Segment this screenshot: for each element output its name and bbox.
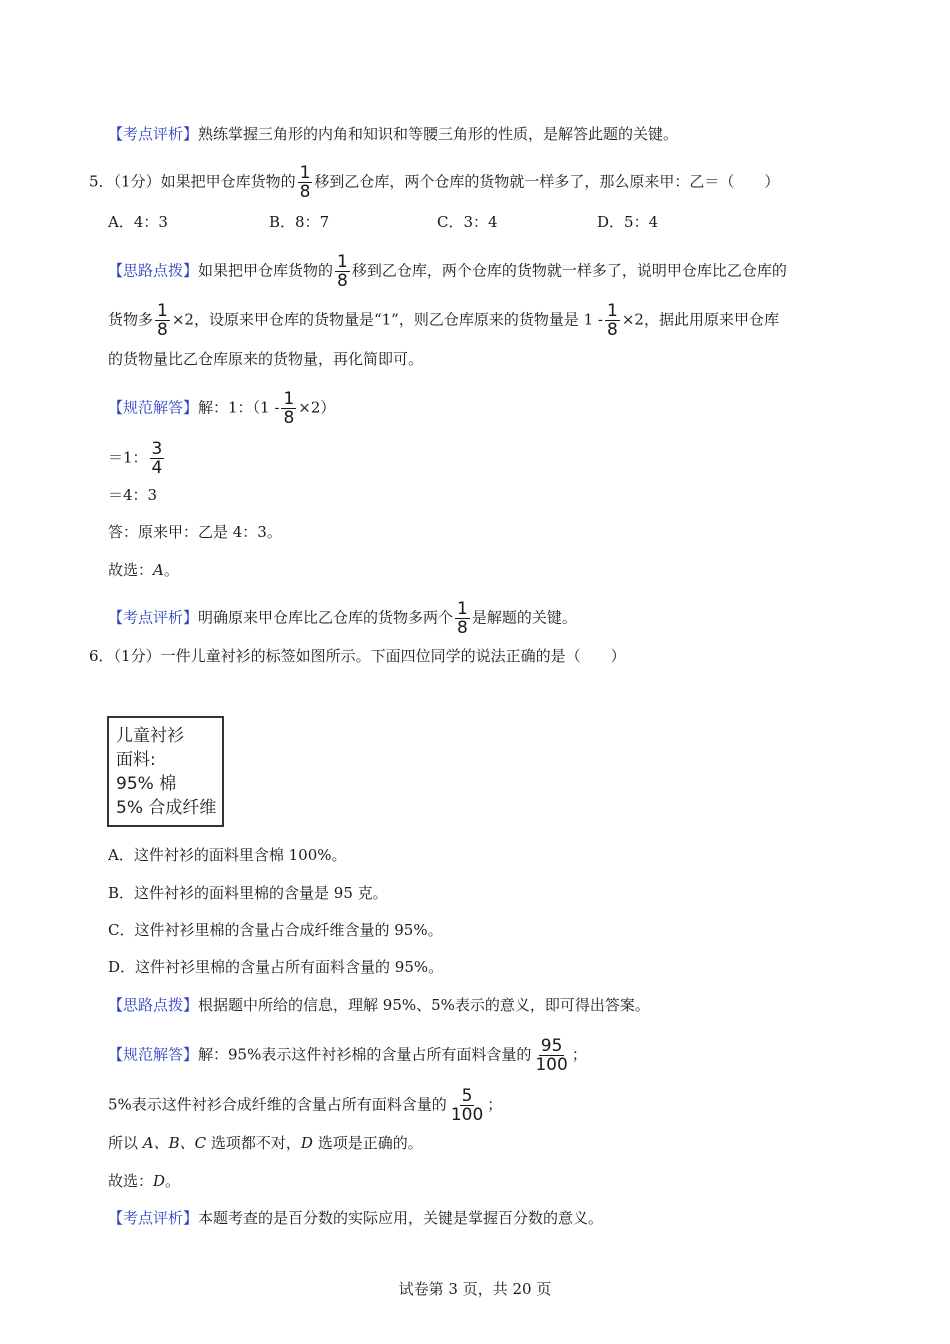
label-line-synthetic: 5% 合成纤维 [116, 798, 217, 818]
q5-option-c: C．3：4 [437, 213, 498, 231]
q6-stem: 6．（1分）一件儿童衬衫的标签如图所示。下面四位同学的说法正确的是（ ） [89, 647, 626, 665]
q5-stem-b: 移到乙仓库，两个仓库的货物就一样多了，那么原来甲：乙＝（ ） [314, 172, 780, 191]
q6-sol2-b: ； [487, 1095, 503, 1114]
q6-sol3-letters: A、B、C [142, 1134, 207, 1152]
q6-sol3-a: 所以 [108, 1134, 143, 1152]
frac-num: 1 [157, 301, 168, 321]
fraction-1-8 [605, 302, 620, 339]
q5-option-b: B．8：7 [269, 213, 330, 231]
review-text: 熟练掌握三角形的内角和知识和等腰三角形的性质，是解答此题的关键。 [198, 125, 679, 143]
frac-num: 1 [457, 599, 468, 619]
fraction-1-8 [298, 164, 313, 201]
fraction-1-8 [335, 253, 350, 290]
q6-solution-line2 [108, 1087, 502, 1124]
tag-kaodian: 【考点评析】 [108, 1209, 199, 1227]
q5-hint-line1 [108, 253, 787, 290]
frac-num: 5 [461, 1086, 473, 1106]
q6-sol1-a: 解：95%表示这件衬衫棉的含量占所有面料含量的 [198, 1045, 532, 1064]
tag-kaodian: 【考点评析】 [108, 125, 199, 143]
q5-hint2-c: ×2，据此用原来甲仓库 [621, 310, 779, 329]
q5-hint1-a: 如果把甲仓库货物的 [198, 261, 334, 280]
q5-hint2-a: 货物多 [108, 310, 154, 329]
q5-review-b: 是解题的关键。 [471, 608, 577, 627]
frac-den: 8 [457, 618, 468, 638]
q5-hint1-b: 移到乙仓库，两个仓库的货物就一样多了，说明甲仓库比乙仓库的 [351, 261, 787, 280]
q6-option-b: B．这件衬衫的面料里棉的含量是 95 克。 [108, 884, 388, 902]
q6-choice [108, 1171, 180, 1191]
q6-option-c: C．这件衬衫里棉的含量占合成纤维含量的 95%。 [108, 921, 443, 939]
q5-review [108, 600, 577, 637]
q5-hint2-b: ×2，设原来甲仓库的货物量是“1”，则乙仓库原来的货物量是 1 - [171, 310, 603, 329]
tag-guifan: 【规范解答】 [108, 1045, 199, 1064]
frac-den: 8 [283, 408, 295, 428]
frac-num: 1 [283, 389, 295, 409]
q5-hint-line2 [108, 302, 779, 339]
q6-sol3-d: D [300, 1134, 313, 1152]
q5-review-a: 明确原来甲仓库比乙仓库的货物多两个 [198, 608, 454, 627]
q6-review-text: 本题考查的是百分数的实际应用，关键是掌握百分数的意义。 [198, 1209, 604, 1227]
tag-silu: 【思路点拨】 [108, 996, 199, 1014]
review-line-prev [108, 124, 678, 144]
q6-solution-line1 [108, 1037, 587, 1074]
tag-kaodian: 【考点评析】 [108, 608, 199, 627]
q6-option-a: A．这件衬衫的面料里含棉 100%。 [108, 846, 347, 864]
q5-choice [108, 560, 179, 580]
label-line-fabric: 面料: [116, 750, 156, 770]
q6-sol3-b: 选项都不对， [206, 1134, 301, 1152]
q6-hint-text: 根据题中所给的信息，理解 95%、5%表示的意义，即可得出答案。 [198, 996, 650, 1014]
frac-num: 1 [337, 252, 348, 272]
page-footer: 试卷第 3 页，共 20 页 [398, 1280, 552, 1298]
frac-den: 8 [157, 320, 168, 340]
q5-answer: 答：原来甲：乙是 4：3。 [108, 523, 282, 541]
label-line-title: 儿童衬衫 [116, 726, 184, 746]
q5-solution-line2 [108, 440, 166, 477]
q6-hint [108, 995, 650, 1015]
q6-solution-line3 [108, 1133, 423, 1153]
q5-stem [89, 164, 779, 201]
fraction-5-100 [449, 1087, 485, 1124]
frac-den: 8 [299, 182, 311, 202]
q6-review [108, 1208, 603, 1228]
q5-hint-line3: 的货物量比乙仓库原来的货物量，再化简即可。 [108, 350, 424, 368]
frac-den: 100 [450, 1105, 484, 1125]
q5-sol1-b: ×2） [298, 398, 336, 417]
frac-num: 3 [151, 439, 163, 459]
frac-den: 8 [607, 320, 618, 340]
choice-prefix: 故选： [108, 1172, 154, 1190]
choice-suffix: 。 [165, 1172, 181, 1190]
q5-sol1-a: 解：1：（1 - [198, 398, 280, 417]
frac-den: 8 [337, 271, 348, 291]
shirt-label-image [107, 716, 224, 827]
tag-guifan: 【规范解答】 [108, 398, 199, 417]
frac-num: 95 [540, 1036, 563, 1056]
q5-option-a: A．4：3 [108, 213, 168, 231]
frac-num: 1 [607, 301, 618, 321]
q5-solution-line3: ＝4：3 [108, 486, 158, 504]
frac-den: 4 [151, 458, 163, 478]
frac-den: 100 [535, 1055, 568, 1075]
q6-sol3-c: 选项是正确的。 [312, 1134, 423, 1152]
q5-option-d: D．5：4 [597, 213, 659, 231]
fraction-3-4 [150, 440, 165, 477]
q5-stem-a: 5．（1分）如果把甲仓库货物的 [89, 172, 296, 191]
choice-suffix: 。 [163, 561, 179, 579]
fraction-1-8 [455, 600, 470, 637]
q6-option-d: D．这件衬衫里棉的含量占所有面料含量的 95%。 [108, 958, 444, 976]
choice-letter: D [153, 1172, 166, 1190]
q5-sol2-a: ＝1： [108, 448, 148, 467]
q5-solution-line1 [108, 390, 335, 427]
choice-letter: A [153, 561, 164, 579]
choice-prefix: 故选： [108, 561, 154, 579]
q6-sol1-b: ； [571, 1045, 587, 1064]
frac-num: 1 [299, 163, 311, 183]
tag-silu: 【思路点拨】 [108, 261, 199, 280]
q6-sol2-a: 5%表示这件衬衫合成纤维的含量占所有面料含量的 [108, 1095, 447, 1114]
fraction-95-100 [533, 1037, 569, 1074]
fraction-1-8 [155, 302, 170, 339]
label-line-cotton: 95% 棉 [116, 774, 177, 794]
fraction-1-8 [281, 390, 296, 427]
